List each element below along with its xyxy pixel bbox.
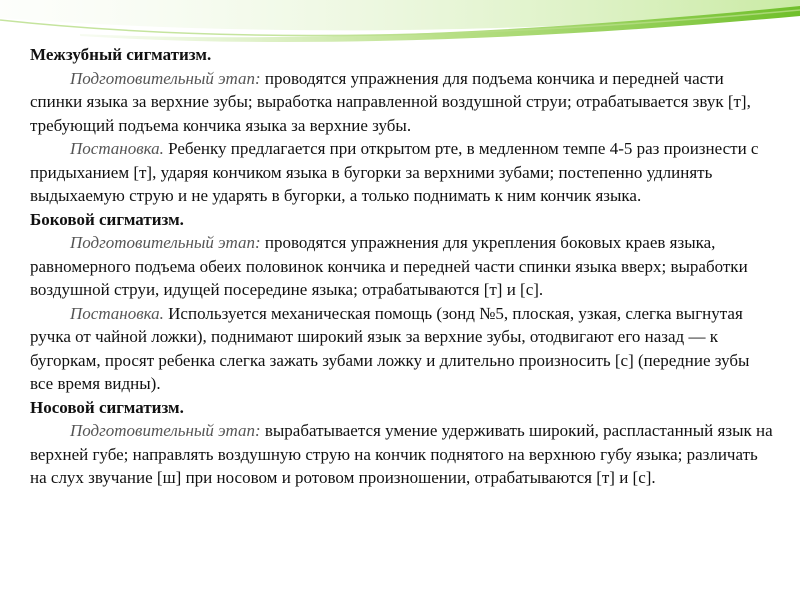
paragraph-interdental-preparation: [30, 67, 776, 138]
paragraph-text: Используется механическая помощь (зонд №5, плоская, узкая, слегка выгнутая ручка от чайной ложки), поднимают широкий язык за верхние зубы, отодвигают его назад — к бугоркам, просят ребенка слегка зажать зубами ложку и длительно произносить [с] (передние зубы все время видны).: [30, 303, 750, 393]
paragraph-label: Подготовительный этап:: [70, 421, 261, 440]
paragraph-text: Ребенку предлагается при открытом рте, в медленном темпе 4-5 раз произнести с придыханием [т], ударяя кончиком языка в бугорки за верхними зубами; постепенно удлинять выдыхаемую струю и не ударять в бугорки, а только поднимать к ним кончик языка.: [30, 139, 759, 205]
slide-text: [30, 43, 776, 490]
paragraph-label: Постановка.: [70, 303, 164, 323]
paragraph-label: Подготовительный этап:: [70, 233, 261, 252]
section-heading-lateral: Боковой сигматизм.: [30, 209, 184, 229]
section-heading-interdental: Межзубный сигматизм.: [30, 45, 212, 64]
paragraph-lateral-setting: [30, 302, 776, 396]
paragraph-interdental-setting: [30, 137, 776, 208]
paragraph-text: проводятся упражнения для укрепления боковых краев языка, равномерного подъема обеих половинок кончика и передней части спинки языка вверх; выработки воздушной струи, идущей посередине языка; отрабатываются [т] и [с].: [30, 233, 748, 299]
paragraph-label: Подготовительный этап:: [70, 68, 261, 88]
section-heading-nasal: Носовой сигматизм.: [30, 397, 184, 417]
paragraph-nasal-preparation: [30, 419, 776, 490]
paragraph-label: Постановка.: [70, 139, 164, 158]
paragraph-text: вырабатывается умение удерживать широкий, распластанный язык на верхней губе; направлять воздушную струю на кончик поднятого на верхнюю губу языка; различать на слух звучание [ш] при носовом и ротовом произношении, отрабатываются [т] и [с].: [30, 421, 773, 487]
paragraph-text: проводятся упражнения для подъема кончика и передней части спинки языка за верхние зубы; выработка направленной воздушной струи; отрабатывается звук [т], требующий подъема кончика языка за верхние зубы.: [30, 68, 751, 135]
paragraph-lateral-preparation: [30, 231, 776, 302]
